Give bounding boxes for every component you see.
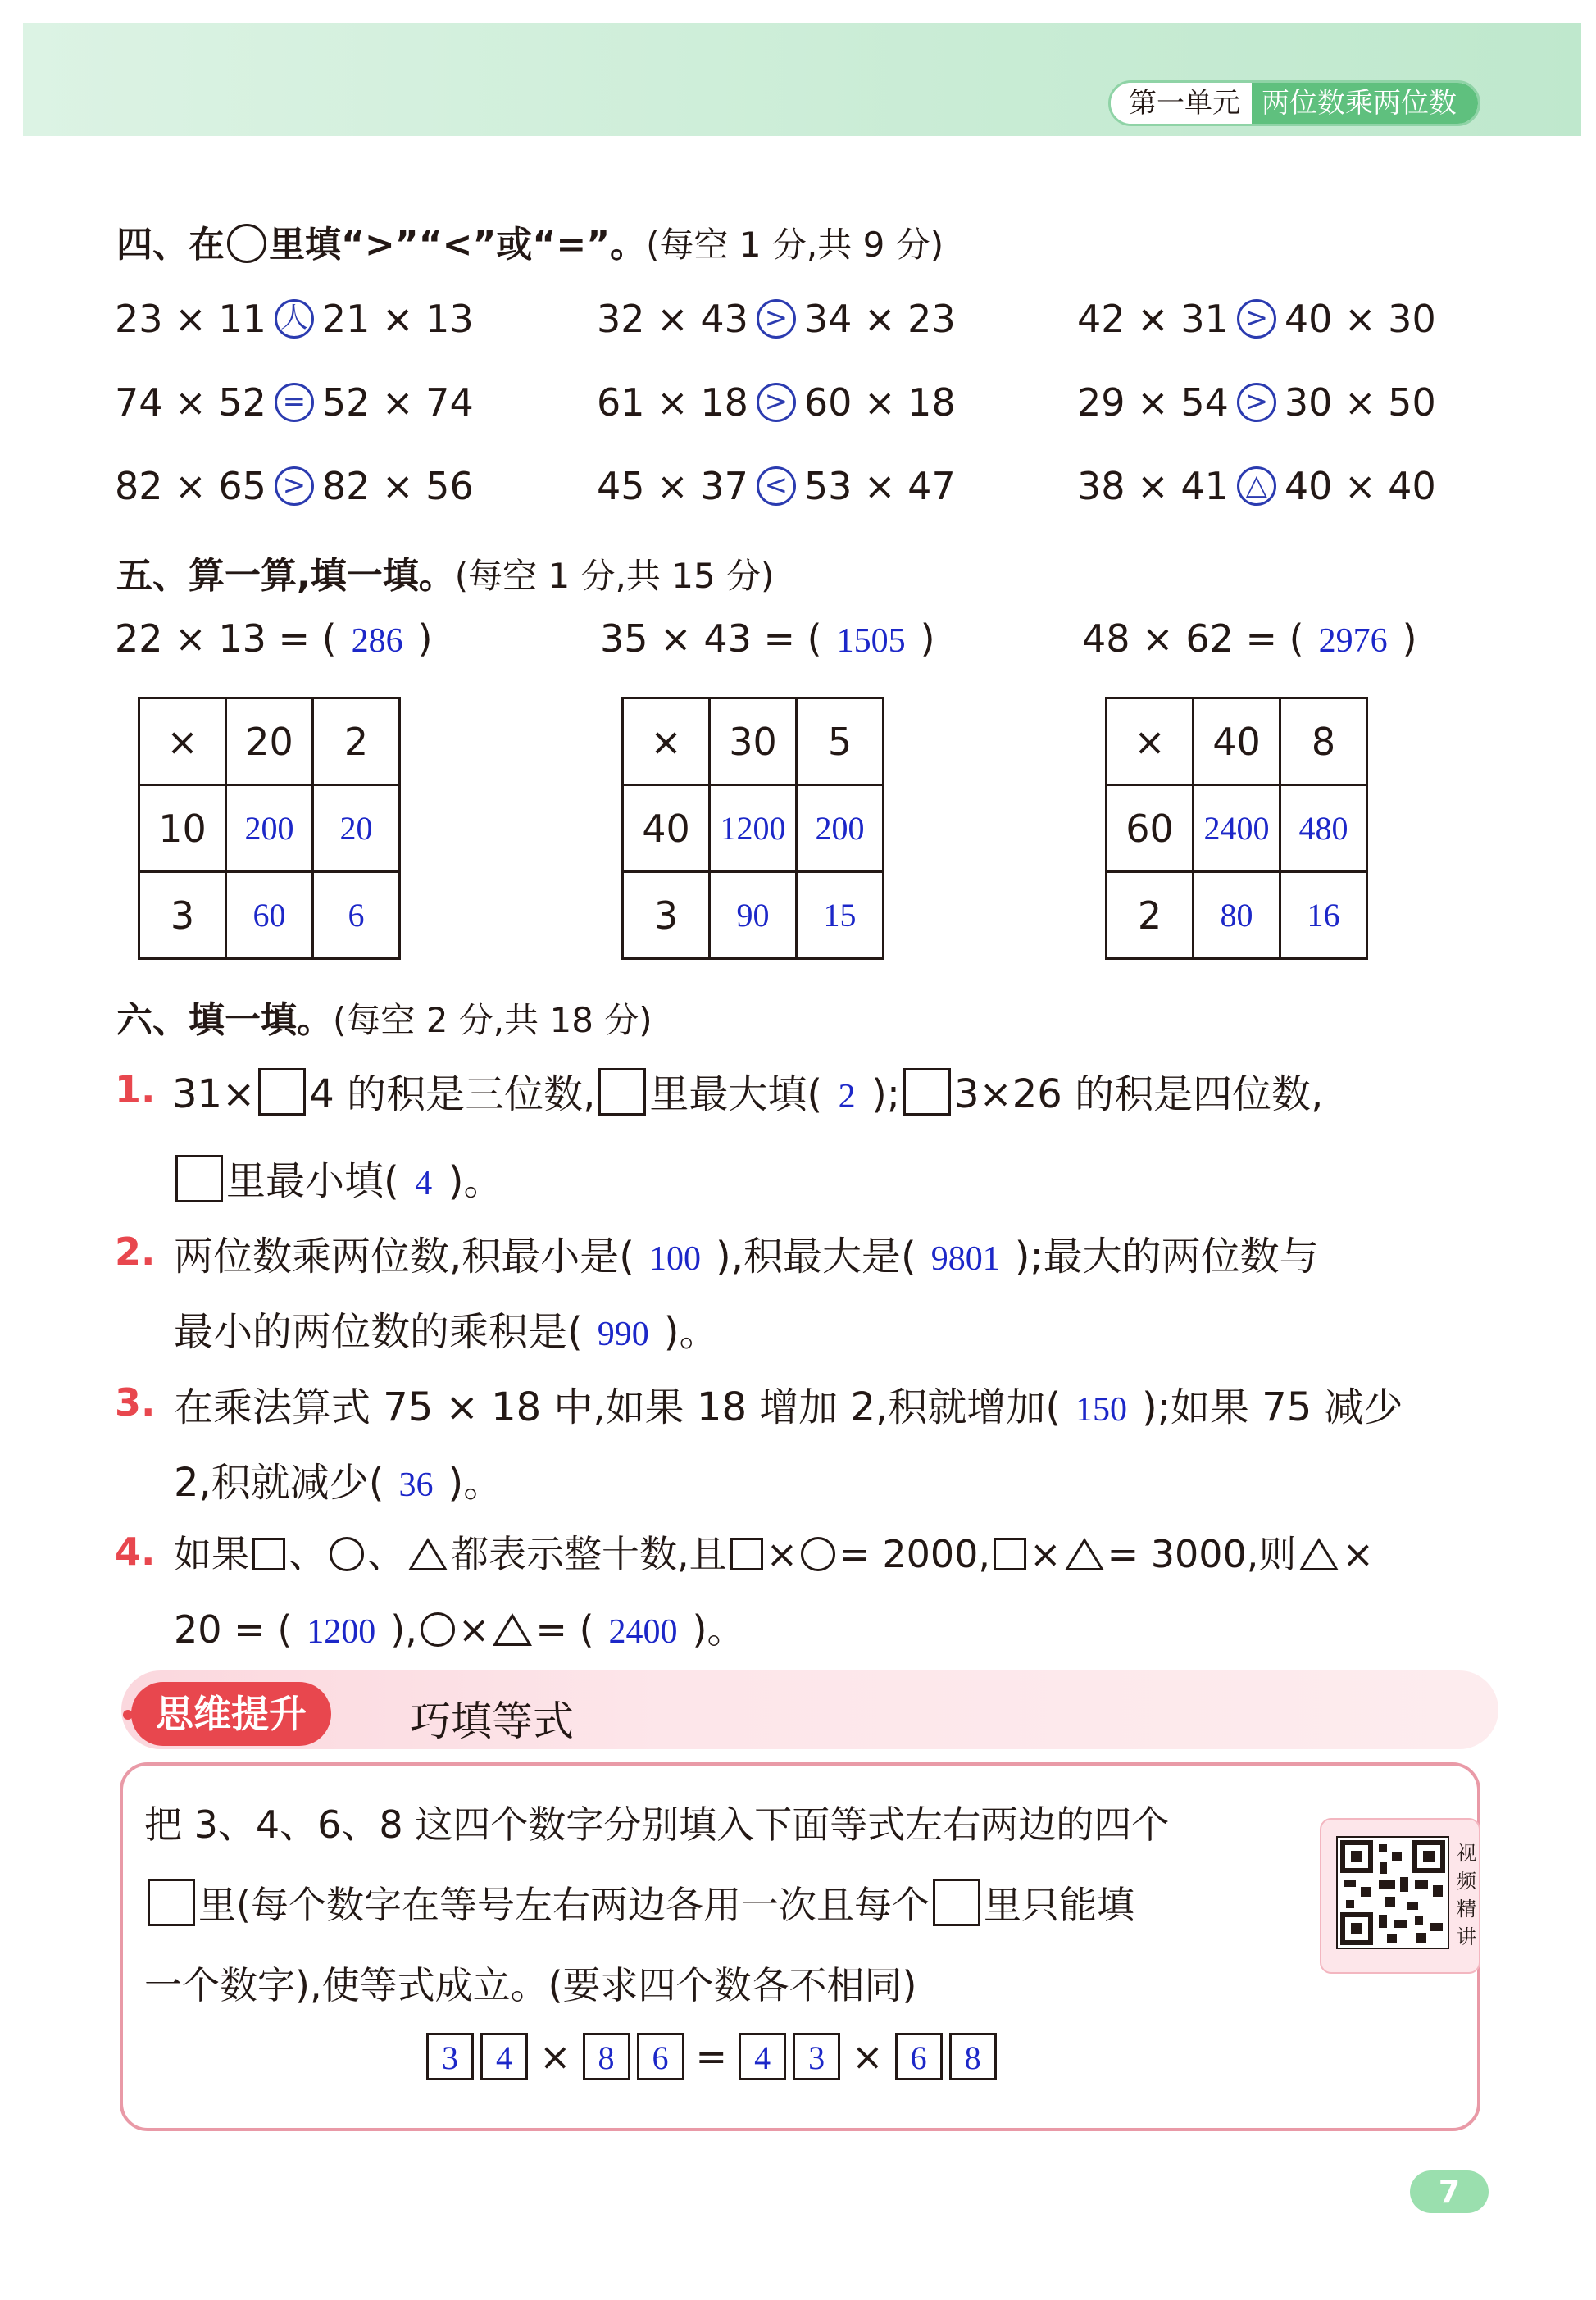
- square-blank[interactable]: [903, 1068, 951, 1116]
- answer-circle[interactable]: △: [1237, 466, 1276, 506]
- answer-blank[interactable]: 286: [351, 622, 403, 660]
- answer-circle[interactable]: <: [757, 466, 796, 506]
- compare-item: 38 × 41 △ 40 × 40: [1077, 464, 1436, 508]
- question-number: 4.: [115, 1530, 156, 1574]
- circle-icon: [801, 1537, 835, 1571]
- digit-box[interactable]: 4: [480, 2033, 528, 2080]
- equals-sign: =: [695, 2034, 728, 2079]
- answer-circle[interactable]: >: [1237, 383, 1276, 422]
- section5-title: 五、算一算,填一填。(每空 1 分,共 15 分): [116, 555, 775, 597]
- think-line-3: 一个数字),使等式成立。(要求四个数各不相同): [144, 1963, 917, 2007]
- grid-cell[interactable]: 2400: [1194, 785, 1280, 872]
- grid-cell[interactable]: 480: [1280, 785, 1367, 872]
- compare-item: 45 × 37 < 53 × 47: [597, 464, 956, 508]
- answer-blank[interactable]: 9801: [930, 1240, 1000, 1278]
- question-number: 2.: [115, 1230, 156, 1274]
- grid-header: 2: [313, 698, 400, 785]
- compare-item: 29 × 54 > 30 × 50: [1077, 380, 1436, 425]
- answer-blank[interactable]: 2: [838, 1078, 856, 1116]
- answer-blank[interactable]: 100: [649, 1240, 701, 1278]
- square-icon: [994, 1538, 1026, 1570]
- equation-answer-row: [426, 2033, 1003, 2080]
- question-3-line1: 在乘法算式 75 × 18 中,如果 18 增加 2,积就增加( 150 );如果 75 减少: [174, 1384, 1403, 1430]
- product-expression: 22 × 13 = ( 286 ): [115, 616, 433, 661]
- compare-item: 42 × 31 > 40 × 30: [1077, 297, 1436, 341]
- square-icon: [598, 1068, 646, 1116]
- question-4-line1: 如果 、 、 都表示整十数,且 × = 2000, × = 3000,则 ×: [174, 1532, 1374, 1576]
- multiplication-grid: [1105, 697, 1368, 960]
- question-number: 3.: [115, 1380, 156, 1425]
- question-number: 1.: [115, 1067, 156, 1111]
- answer-circle[interactable]: >: [757, 383, 796, 422]
- digit-box[interactable]: 6: [895, 2033, 943, 2080]
- grid-cell[interactable]: 15: [797, 872, 884, 959]
- triangle-icon: [408, 1538, 448, 1570]
- answer-blank[interactable]: 4: [415, 1165, 433, 1202]
- answer-circle[interactable]: >: [757, 299, 796, 339]
- grid-header: 5: [797, 698, 884, 785]
- answer-circle[interactable]: 人: [275, 299, 314, 339]
- answer-blank[interactable]: 150: [1075, 1391, 1128, 1429]
- grid-header: ×: [623, 698, 710, 785]
- square-icon: [933, 1879, 980, 1926]
- qr-caption: 视 频 精 讲: [1457, 1842, 1476, 1948]
- grid-header: 3: [623, 872, 710, 959]
- question-3-line2: 2,积就减少( 36 )。: [174, 1460, 503, 1506]
- grid-header: 20: [226, 698, 313, 785]
- question-1-line2: 里最小填( 4 )。: [172, 1149, 502, 1206]
- triangle-icon: [1065, 1538, 1104, 1570]
- square-icon: [730, 1538, 763, 1570]
- compare-item: 74 × 52 = 52 × 74: [115, 380, 474, 425]
- grid-header: 40: [623, 785, 710, 872]
- grid-header: 10: [139, 785, 226, 872]
- multiplication-grid: [621, 697, 884, 960]
- question-2-line2: 最小的两位数的乘积是( 990 )。: [174, 1309, 719, 1355]
- grid-cell[interactable]: 80: [1194, 872, 1280, 959]
- grid-header: 40: [1194, 698, 1280, 785]
- answer-blank[interactable]: 1505: [836, 622, 906, 660]
- grid-cell[interactable]: 1200: [710, 785, 797, 872]
- product-expression: 35 × 43 = ( 1505 ): [600, 616, 935, 661]
- think-badge: 思维提升: [131, 1682, 331, 1746]
- grid-cell[interactable]: 200: [797, 785, 884, 872]
- square-icon: [252, 1538, 285, 1570]
- answer-blank[interactable]: 2400: [608, 1613, 678, 1651]
- grid-cell[interactable]: 90: [710, 872, 797, 959]
- product-expression: 48 × 62 = ( 2976 ): [1082, 616, 1417, 661]
- compare-item: 61 × 18 > 60 × 18: [597, 380, 956, 425]
- page-number: 7: [1410, 2170, 1489, 2213]
- answer-blank[interactable]: 990: [597, 1316, 649, 1353]
- answer-circle[interactable]: >: [275, 466, 314, 506]
- square-blank[interactable]: [258, 1068, 306, 1116]
- answer-circle[interactable]: >: [1237, 299, 1276, 339]
- answer-circle[interactable]: =: [275, 383, 314, 422]
- triangle-icon: [1299, 1538, 1339, 1570]
- question-1-line1: 31× 4 的积是三位数, 里最大填( 2 ); 3×26 的积是四位数,: [172, 1062, 1323, 1119]
- digit-box[interactable]: 4: [739, 2033, 786, 2080]
- grid-cell[interactable]: 6: [313, 872, 400, 959]
- answer-blank[interactable]: 1200: [307, 1613, 376, 1651]
- compare-item: 82 × 65 > 82 × 56: [115, 464, 474, 508]
- topic-label: 两位数乘两位数: [1252, 83, 1478, 124]
- multiplication-grid: [138, 697, 401, 960]
- section6-title: 六、填一填。(每空 2 分,共 18 分): [116, 999, 652, 1041]
- grid-cell[interactable]: 60: [226, 872, 313, 959]
- grid-header: 2: [1107, 872, 1194, 959]
- triangle-icon: [493, 1613, 532, 1646]
- qr-pattern: [1338, 1838, 1448, 1948]
- think-line-1: 把 3、4、6、8 这四个数字分别填入下面等式左右两边的四个: [144, 1802, 1170, 1847]
- grid-cell[interactable]: 20: [313, 785, 400, 872]
- think-line-2: 里(每个数字在等号左右两边各用一次且每个 里只能填: [144, 1875, 1134, 1930]
- square-icon: [175, 1155, 223, 1202]
- grid-header: 30: [710, 698, 797, 785]
- unit-tag: [1108, 80, 1480, 126]
- digit-box[interactable]: 3: [426, 2033, 474, 2080]
- digit-box[interactable]: 6: [637, 2033, 684, 2080]
- digit-box[interactable]: 8: [583, 2033, 630, 2080]
- question-2-line1: 两位数乘两位数,积最小是( 100 ),积最大是( 9801 );最大的两位数与: [174, 1234, 1319, 1280]
- grid-header: 60: [1107, 785, 1194, 872]
- circle-icon: [421, 1612, 455, 1647]
- qr-code-icon[interactable]: [1336, 1836, 1449, 1949]
- compare-item: 32 × 43 > 34 × 23: [597, 297, 956, 341]
- times-sign: ×: [539, 2034, 571, 2079]
- grid-header: 8: [1280, 698, 1367, 785]
- section4-title: 四、在 里填“>”“<”或“=”。(每空 1 分,共 9 分): [116, 224, 944, 266]
- grid-header: ×: [139, 698, 226, 785]
- circle-icon: [227, 224, 266, 263]
- grid-cell[interactable]: 200: [226, 785, 313, 872]
- answer-blank[interactable]: 36: [398, 1466, 434, 1504]
- square-icon: [148, 1879, 195, 1926]
- question-4-line2: 20 = ( 1200 ), × = ( 2400 )。: [174, 1607, 745, 1652]
- grid-header: 3: [139, 872, 226, 959]
- grid-header: ×: [1107, 698, 1194, 785]
- digit-box[interactable]: 8: [949, 2033, 997, 2080]
- think-subtitle: 巧填等式: [410, 1698, 574, 1745]
- compare-item: 23 × 11 人 21 × 13: [115, 297, 474, 341]
- circle-icon: [330, 1537, 364, 1571]
- grid-cell[interactable]: 16: [1280, 872, 1367, 959]
- digit-box[interactable]: 3: [793, 2033, 840, 2080]
- answer-blank[interactable]: 2976: [1318, 622, 1388, 660]
- times-sign: ×: [852, 2034, 884, 2079]
- unit-label: 第一单元: [1111, 83, 1252, 124]
